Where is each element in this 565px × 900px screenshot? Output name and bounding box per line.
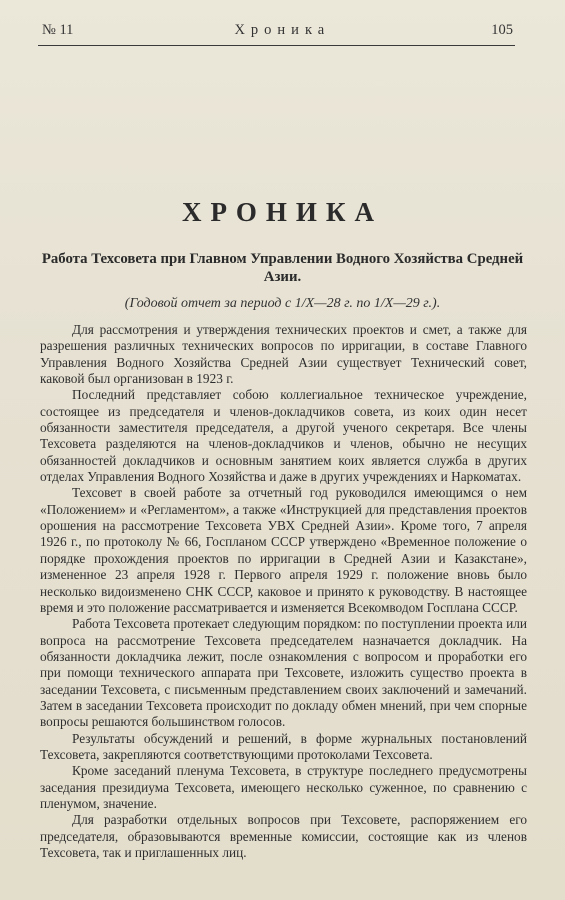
issue-number: № 11 — [42, 22, 74, 38]
paragraph: Последний представляет собою коллегиальное техническое учреждение, состоящее из председателя и членов-докладчиков совета, из коих один несет обязанности заместителя председателя, а другой ученого секретаря. Все члены Техсовета разделяются на членов-докладчиков и членов, обычно не несущих обязанностей докладчиков и основным занятием коих является служба в других отделах Управления Водного Хозяйства и даже в других учреждениях и Наркоматах. — [40, 387, 527, 485]
paragraph: Для разработки отдельных вопросов при Техсовете, распоряжением его председателя, образовываются временные комиссии, состоящие как из членов Техсовета, так и приглашенных лиц. — [40, 812, 527, 860]
article-title: Работа Техсовета при Главном Управлении Водного Хозяйства Средней Азии. — [41, 251, 524, 285]
running-header — [42, 22, 513, 44]
page-number: 105 — [491, 22, 513, 38]
article-body — [40, 322, 527, 861]
paragraph: Работа Техсовета протекает следующим порядком: по поступлении проекта или вопроса на рассмотрение Техсовета председателем назначается докладчик. На обязанности докладчика лежит, после ознакомления с вопросом и проработки его при помощи технического аппарата при Техсовете, изложить существо проекта в заседании Техсовета, с письменным представлением своих заключений и замечаний. Затем в заседании Техсовета происходит по докладу обмен мнений, при чем спорные вопросы решаются большинством голосов. — [40, 616, 527, 730]
paragraph: Результаты обсуждений и решений, в форме журнальных постановлений Техсовета, закрепляются соответствующими протоколами Техсовета. — [40, 730, 527, 762]
page-title: ХРОНИКА — [182, 197, 383, 227]
header-rule — [38, 45, 515, 46]
paragraph: Для рассмотрения и утверждения технических проектов и смет, а также для разрешения различных технических вопросов по ирригации, в составе Главного Управления Водного Хозяйства Средней Азии существует Технический совет, каковой был организован в 1923 г. — [40, 322, 527, 387]
paragraph: Кроме заседаний пленума Техсовета, в структуре последнего предусмотрены заседания президиума Техсовета, имеющего несколько суженное, по сравнению с пленумом, значение. — [40, 763, 527, 811]
paragraph: Техсовет в своей работе за отчетный год руководился имеющимся о нем «Положением» и «Регламентом», а также «Инструкцией для представления проектов орошения на рассмотрение Техсовета УВХ Средней Азии». Кроме того, 7 апреля 1926 г., по протоколу № 66, Госпланом СССР утверждено «Временное положение о порядке прохождения проектов по ирригации в Средней Азии и Казакстане», измененное 23 апреля 1928 г. Первого апреля 1929 г. положение вновь было несколько видоизменено СНК СССР, каковое и принято к руководству. В настоящее время и это положение рассматривается и изменяется Всекомводом Госплана СССР. — [40, 485, 527, 615]
article-subtitle: (Годовой отчет за период с 1/X—28 г. по 1/X—29 г.). — [124, 296, 441, 311]
section-name: Хроника — [234, 22, 331, 38]
